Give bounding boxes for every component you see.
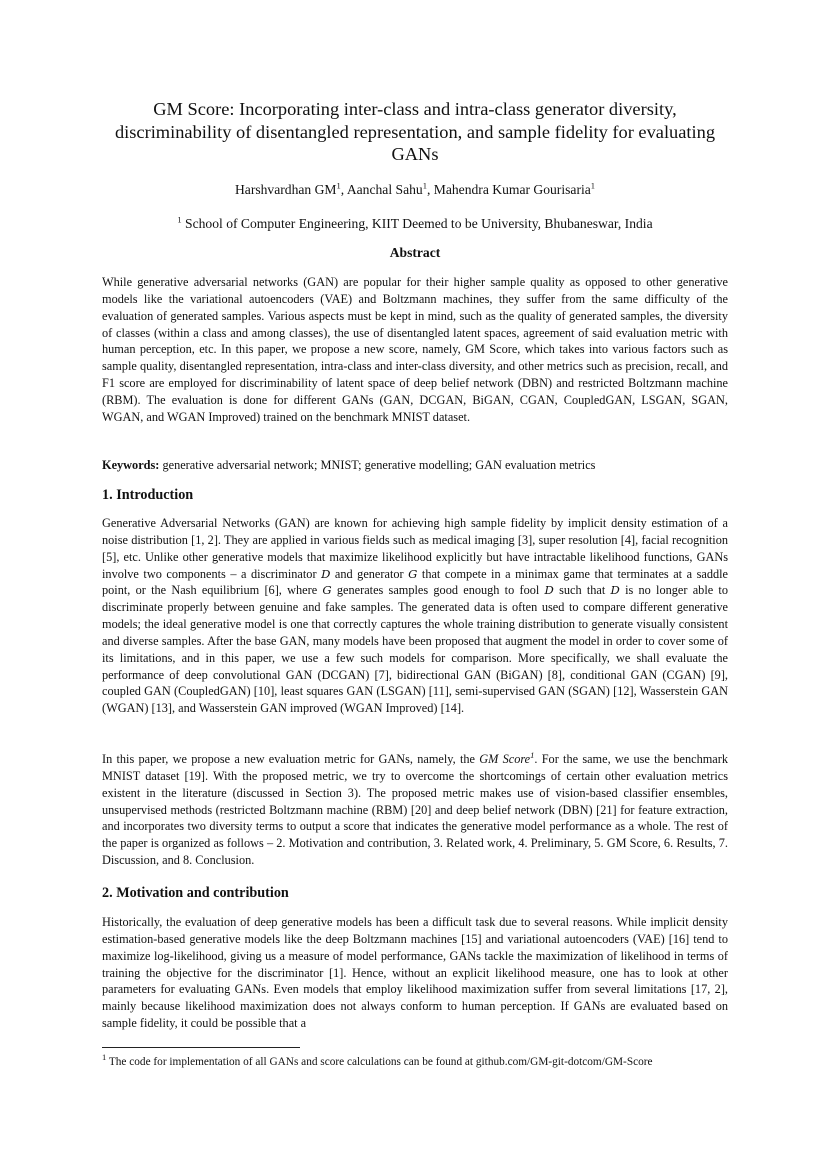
affiliation-text: School of Computer Engineering, KIIT Deemed to be University, Bhubaneswar, India xyxy=(181,216,653,231)
author-separator: , xyxy=(426,182,434,197)
footnote-mark: 1 xyxy=(102,1052,107,1063)
introduction-paragraph-2 xyxy=(102,751,728,869)
keywords-text: generative adversarial network; MNIST; generative modelling; GAN evaluation metrics xyxy=(159,458,596,472)
math-symbol-d: D xyxy=(610,583,620,598)
author-name: Harshvardhan GM xyxy=(234,182,337,197)
affiliation-mark: 1 xyxy=(590,180,596,191)
text-run: generates samples good enough to fool xyxy=(331,583,545,598)
math-symbol-g: G xyxy=(322,583,332,598)
text-run: In this paper, we propose a new evaluation metric for GANs, namely, the xyxy=(102,752,480,766)
footnote-divider xyxy=(102,1047,300,1048)
text-run: Generative Adversarial Networks (GAN) are known for achieving high sample fidelity by implicit density estimation of a noise distribution [1, 2]. They are applied in various fields such as medical imaging [3], super resolution [4], facial recognition [5], etc. Unlike other generative models that maximize likelihood explicitly but have intractable likelihood functions, GANs involve two components – a discriminator xyxy=(102,516,728,581)
abstract-text: While generative adversarial networks (GAN) are popular for their higher sample quality as opposed to other generative models like the variational autoencoders (VAE) and Boltzmann machines, they suffer from the same difficulty of the evaluation of generated samples. Various aspects must be kept in mind, such as the quality of generated samples, the diversity of classes (within a class and among classes), the use of disentangled latent spaces, agreement of said evaluation metric with human perception, etc. In this paper, we propose a new score, namely, GM Score, which takes into various factors such as sample quality, disentangled representation, intra-class and inter-class diversity, and other metrics such as precision, recall, and F1 score are employed for discriminability of latent space of deep belief network (DBN) and restricted Boltzmann machine (RBM). The evaluation is done for different GANs (GAN, DCGAN, BiGAN, CGAN, CoupledGAN, LSGAN, SGAN, WGAN, and WGAN Improved) trained on the benchmark MNIST dataset. xyxy=(102,275,728,424)
emphasis-gm-score: GM Score xyxy=(479,752,531,766)
keywords xyxy=(102,457,728,474)
math-symbol-d: D xyxy=(544,583,554,598)
section-heading-introduction: 1. Introduction xyxy=(102,487,194,503)
abstract-heading: Abstract xyxy=(389,245,441,260)
paper-title: GM Score: Incorporating inter-class and intra-class generator diversity, discriminability of disentangled representation, and sample fidelity for evaluating GANs xyxy=(114,99,716,164)
text-run: such that xyxy=(553,583,611,598)
math-symbol-g: G xyxy=(408,566,418,581)
author-separator: , xyxy=(340,182,347,197)
affiliation-mark: 1 xyxy=(336,180,341,191)
author-name: Aanchal Sahu xyxy=(346,182,423,197)
affiliation-mark: 1 xyxy=(177,214,182,225)
text-run: . For the same, we use the benchmark MNIST dataset [19]. With the proposed metric, we try to overcome the shortcomings of certain other evaluation metrics existent in the literature (discussed in Section 3). The proposed metric makes use of vision-based classifier ensembles, unsupervised methods (restricted Boltzmann machine (RBM) [20] and deep belief network (DBN) [21] for feature extraction, and incorporates two diversity terms to output a score that indicates the generative model performance as a whole. The rest of the paper is organized as follows – 2. Motivation and contribution, 3. Related work, 4. Preliminary, 5. GM Score, 6. Results, 7. Discussion, and 8. Conclusion. xyxy=(102,752,729,868)
footnote-mark: 1 xyxy=(530,749,535,760)
text-run: and generator xyxy=(330,566,409,581)
math-symbol-d: D xyxy=(321,566,331,581)
footnote xyxy=(102,1052,728,1070)
introduction-paragraph-1 xyxy=(102,515,728,717)
motivation-paragraph: Historically, the evaluation of deep generative models has been a difficult task due to several reasons. While implicit density estimation-based generative models like the deep Boltzmann machines [15] and variational autoencoders (VAE) [16] tend to maximize log-likelihood, giving us a measure of model performance, GANs tackle the maximization of likelihood in terms of training the objective for the discriminator [1]. Hence, without an explicit likelihood measure, one has to look at other parameters for evaluating GANs. Even models that employ likelihood maximization suffer from several limitations [17, 2], mainly because likelihood maximization does not always conform to human perception. If GANs are evaluated based on sample fidelity, it could be possible that a xyxy=(102,915,728,1031)
text-run: that compete in a minimax game that terminates at a saddle point, or the Nash equilibrium [6], where xyxy=(102,566,729,598)
footnote-text: The code for implementation of all GANs and score calculations can be found at github.com/GM-git-dotcom/GM-Score xyxy=(106,1056,653,1068)
author-name: Mahendra Kumar Gourisaria xyxy=(433,182,591,197)
affiliation-mark: 1 xyxy=(422,180,427,191)
author-list xyxy=(102,181,728,199)
keywords-label: Keywords: xyxy=(102,458,160,472)
section-heading-motivation: 2. Motivation and contribution xyxy=(102,885,289,901)
affiliation xyxy=(102,215,728,233)
text-run: is no longer able to discriminate properly between genuine and fake samples. The generated data is often used to compare different generative models; the ideal generative model is one that correctly captures the whole training distribution to generate visually consistent and diverse samples. After the base GAN, many models have been proposed that augment the model in order to cover some of its limitations, and in this paper, we use a few such models for comparison. More specifically, we shall evaluate the performance of deep convolutional GAN (DCGAN) [7], bidirectional GAN (BiGAN) [8], conditional GAN (CGAN) [9], coupled GAN (CoupledGAN) [10], least squares GAN (LSGAN) [11], semi-supervised GAN (SGAN) [12], Wasserstein GAN (WGAN) [13], and Wasserstein GAN improved (WGAN Improved) [14]. xyxy=(102,583,728,716)
